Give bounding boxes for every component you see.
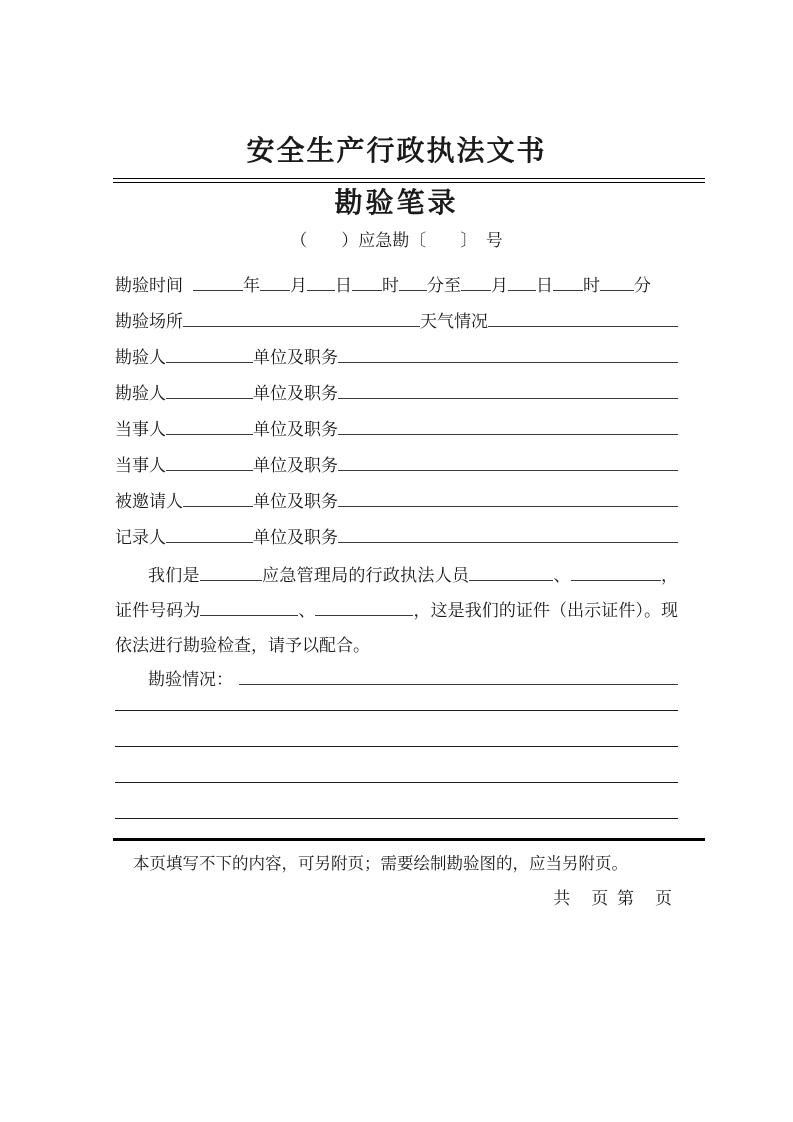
statement-seg: 、 — [298, 601, 316, 620]
blank-underline — [352, 275, 382, 291]
person-name-group — [115, 412, 253, 448]
person-label: 当事人 — [115, 420, 166, 439]
blank-underline — [166, 347, 253, 363]
blank-underline — [338, 491, 678, 507]
person-row — [115, 448, 678, 484]
blank-underline — [508, 275, 536, 291]
person-label: 当事人 — [115, 456, 166, 475]
blank-underline — [200, 600, 298, 616]
blank-underline — [461, 275, 491, 291]
blank-underline — [193, 275, 243, 291]
person-label: 勘验人 — [115, 348, 166, 367]
person-name-group — [115, 376, 253, 412]
blank-underline — [166, 383, 253, 399]
location-row — [115, 304, 678, 340]
unit-label: 单位及职务 — [253, 384, 338, 403]
blank-underline — [338, 419, 678, 435]
person-name-group — [115, 340, 253, 376]
footer-thick-rule — [113, 838, 705, 841]
person-name-group — [115, 484, 253, 520]
person-row — [115, 340, 678, 376]
time-unit-month2: 月 — [491, 276, 508, 295]
ruled-line — [115, 783, 678, 819]
blank-underline — [469, 565, 553, 581]
person-row — [115, 412, 678, 448]
person-name-group — [115, 448, 253, 484]
person-label: 勘验人 — [115, 384, 166, 403]
blank-underline — [166, 455, 253, 471]
weather-label: 天气情况 — [420, 312, 488, 331]
blank-underline — [239, 669, 678, 685]
blank-underline — [315, 600, 413, 616]
blank-underline — [166, 527, 253, 543]
person-name-group — [115, 520, 253, 556]
blank-underline — [307, 275, 335, 291]
statement-seg: 、 — [553, 566, 571, 585]
person-row — [115, 520, 678, 556]
header-title: 安全生产行政执法文书 — [246, 135, 547, 166]
header-double-rule — [113, 178, 705, 183]
time-unit-day: 日 — [335, 276, 352, 295]
unit-label: 单位及职务 — [253, 348, 338, 367]
form-rows — [115, 268, 678, 556]
time-unit-month: 月 — [290, 276, 307, 295]
unit-label: 单位及职务 — [253, 492, 338, 511]
time-unit-day2: 日 — [536, 276, 553, 295]
statement-seg: 应急管理局的行政执法人员 — [261, 566, 470, 585]
statement-seg: 我们是 — [148, 566, 200, 585]
blank-underline — [600, 275, 634, 291]
blank-underline — [183, 311, 420, 327]
doc-title: 勘验笔录 — [334, 187, 459, 218]
time-row — [115, 268, 678, 304]
blank-underline — [488, 311, 678, 327]
statement-paragraph — [115, 558, 678, 663]
ruled-line — [115, 747, 678, 783]
time-label: 勘验时间 — [115, 276, 183, 295]
time-unit-minute-to: 分至 — [427, 276, 461, 295]
blank-underline — [571, 565, 661, 581]
doc-number: （ ）应急勘〔 〕 号 — [290, 231, 503, 250]
footer-note: 本页填写不下的内容，可另附页；需要绘制勘验图的，应当另附页。 — [133, 855, 628, 873]
location-label: 勘验场所 — [115, 312, 183, 331]
blank-underline — [553, 275, 583, 291]
person-row — [115, 484, 678, 520]
statement-seg: ，证件号码为 — [115, 566, 679, 620]
inspection-row — [115, 663, 678, 696]
person-row — [115, 376, 678, 412]
person-label: 被邀请人 — [115, 492, 183, 511]
blank-underline — [260, 275, 290, 291]
ruled-line — [115, 696, 678, 711]
blank-underline — [200, 565, 262, 581]
blank-underline — [166, 419, 253, 435]
unit-label: 单位及职务 — [253, 528, 338, 547]
page-count: 共 页 第 页 — [553, 889, 674, 908]
inspection-label: 勘验情况： — [148, 670, 233, 689]
blank-underline — [338, 383, 678, 399]
blank-underline — [183, 491, 253, 507]
blank-underline — [399, 275, 427, 291]
document-content — [115, 0, 678, 910]
unit-label: 单位及职务 — [253, 420, 338, 439]
ruled-line — [115, 711, 678, 747]
blank-underline — [338, 527, 678, 543]
time-unit-year: 年 — [243, 276, 260, 295]
statement-seg: ，这是我们的证件（出示证件）。现依法进行勘验检查，请予以配合。 — [115, 601, 679, 655]
time-unit-hour: 时 — [382, 276, 399, 295]
unit-label: 单位及职务 — [253, 456, 338, 475]
blank-underline — [338, 455, 678, 471]
time-unit-minute2: 分 — [634, 276, 651, 295]
person-label: 记录人 — [115, 528, 166, 547]
time-unit-hour2: 时 — [583, 276, 600, 295]
blank-underline — [338, 347, 678, 363]
